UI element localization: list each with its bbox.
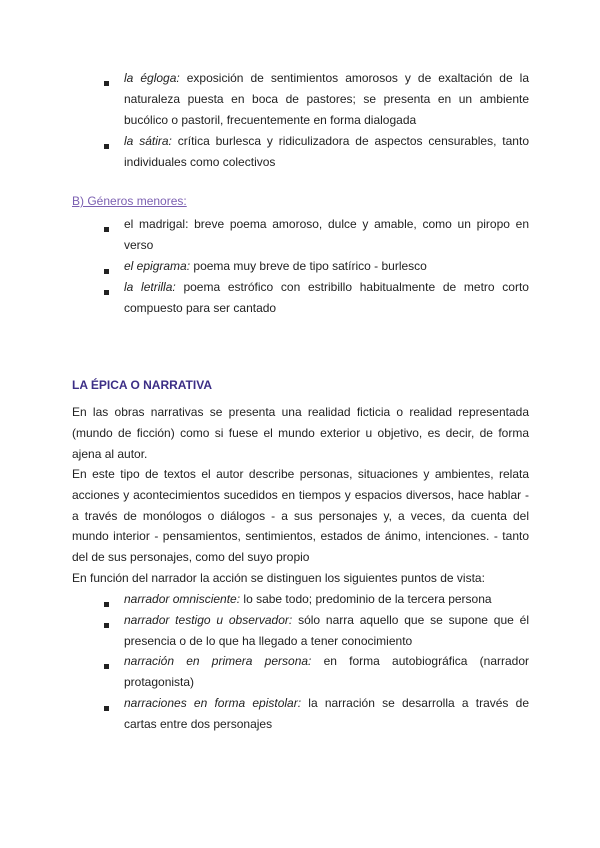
- list-item-madrigal: [124, 214, 529, 256]
- subheading-generos-menores: B) Géneros menores:: [72, 194, 187, 208]
- paragraph-2: [72, 464, 529, 568]
- paragraph-1: [72, 402, 529, 464]
- list-item-line: naturaleza puesta en boca de pastores; se presenta en un ambiente: [124, 91, 529, 106]
- list-item-epigrama: [124, 256, 529, 277]
- term: la letrilla:: [124, 280, 176, 294]
- term: la sátira:: [124, 134, 172, 148]
- list-item-satira: [124, 131, 529, 173]
- list-item-line: narrador omnisciente: lo sabe todo; predominio de la tercera persona: [124, 592, 492, 606]
- term: narración en primera persona:: [124, 654, 312, 668]
- bullet-marker: [104, 602, 109, 607]
- list-item-line: narraciones en forma epistolar: la narración se desarrolla a través de: [124, 696, 529, 710]
- term: la égloga:: [124, 71, 180, 85]
- intro-line: En función del narrador la acción se distinguen los siguientes puntos de vista:: [72, 571, 485, 585]
- bullet-marker: [104, 290, 109, 295]
- list-item-line: individuales como colectivos: [124, 154, 276, 169]
- list-item-omnisciente: [124, 589, 529, 610]
- paragraph-line: a través de monólogos o diálogos - a sus personajes y, a veces, da cuenta del: [72, 508, 529, 523]
- section-title: LA ÉPICA O NARRATIVA: [72, 378, 212, 392]
- paragraph-line: En las obras narrativas se presenta una realidad ficticia o realidad representada: [72, 405, 529, 419]
- bullet-marker: [104, 623, 109, 628]
- list-item-line: bucólico o pastoril, frecuentemente en forma dialogada: [124, 112, 417, 127]
- paragraph-line: del de sus personajes, como del suyo propio: [72, 550, 310, 565]
- list-item-testigo: [124, 610, 529, 652]
- list-item-line: verso: [124, 237, 154, 252]
- list-item-line: la sátira: crítica burlesca y ridiculizadora de aspectos censurables, tanto: [124, 134, 529, 148]
- list-item-primera-persona: [124, 651, 529, 693]
- list-item-line: compuesto para ser cantado: [124, 300, 277, 315]
- list-item-line: la égloga: exposición de sentimientos amorosos y de exaltación de la: [124, 71, 530, 85]
- list-item-egloga: [124, 68, 529, 130]
- list-item-line: cartas entre dos personajes: [124, 716, 273, 731]
- paragraph-line: acciones y acontecimientos sucedidos en tiempos y espacios diversos, hace hablar -: [72, 487, 529, 502]
- list-item-line: narración en primera persona: en forma autobiográfica (narrador: [124, 654, 529, 668]
- bullet-marker: [104, 227, 109, 232]
- paragraph-line: ajena al autor.: [72, 446, 148, 461]
- bullet-marker: [104, 706, 109, 711]
- bullet-marker: [104, 664, 109, 669]
- term: narraciones en forma epistolar:: [124, 696, 302, 710]
- list-item-epistolar: [124, 693, 529, 735]
- paragraph-line: (mundo de ficción) como si fuese el mundo exterior u objetivo, es decir, de forma: [72, 425, 529, 440]
- term: narrador omnisciente:: [124, 592, 241, 606]
- bullet-marker: [104, 81, 109, 86]
- paragraph-line: mundo interior - pensamientos, sentimientos, estados de ánimo, intenciones. - tanto: [72, 529, 529, 544]
- paragraph-line: En este tipo de textos el autor describe personas, situaciones y ambientes, relata: [72, 467, 529, 481]
- list-item-line: narrador testigo u observador: sólo narra aquello que se supone que él: [124, 613, 529, 627]
- bullet-marker: [104, 269, 109, 274]
- list-item-line: presencia o de lo que ha llegado a tener conocimiento: [124, 633, 413, 648]
- list-item-line: protagonista): [124, 674, 195, 689]
- term: narrador testigo u observador:: [124, 613, 293, 627]
- list-item-line: el madrigal: breve poema amoroso, dulce y amable, como un piropo en: [124, 217, 529, 231]
- term: el epigrama:: [124, 259, 191, 273]
- list-item-line: la letrilla: poema estrófico con estribillo habitualmente de metro corto: [124, 280, 529, 294]
- list-item-line: el epigrama: poema muy breve de tipo satírico - burlesco: [124, 259, 427, 273]
- bullet-marker: [104, 144, 109, 149]
- list-item-letrilla: [124, 277, 529, 319]
